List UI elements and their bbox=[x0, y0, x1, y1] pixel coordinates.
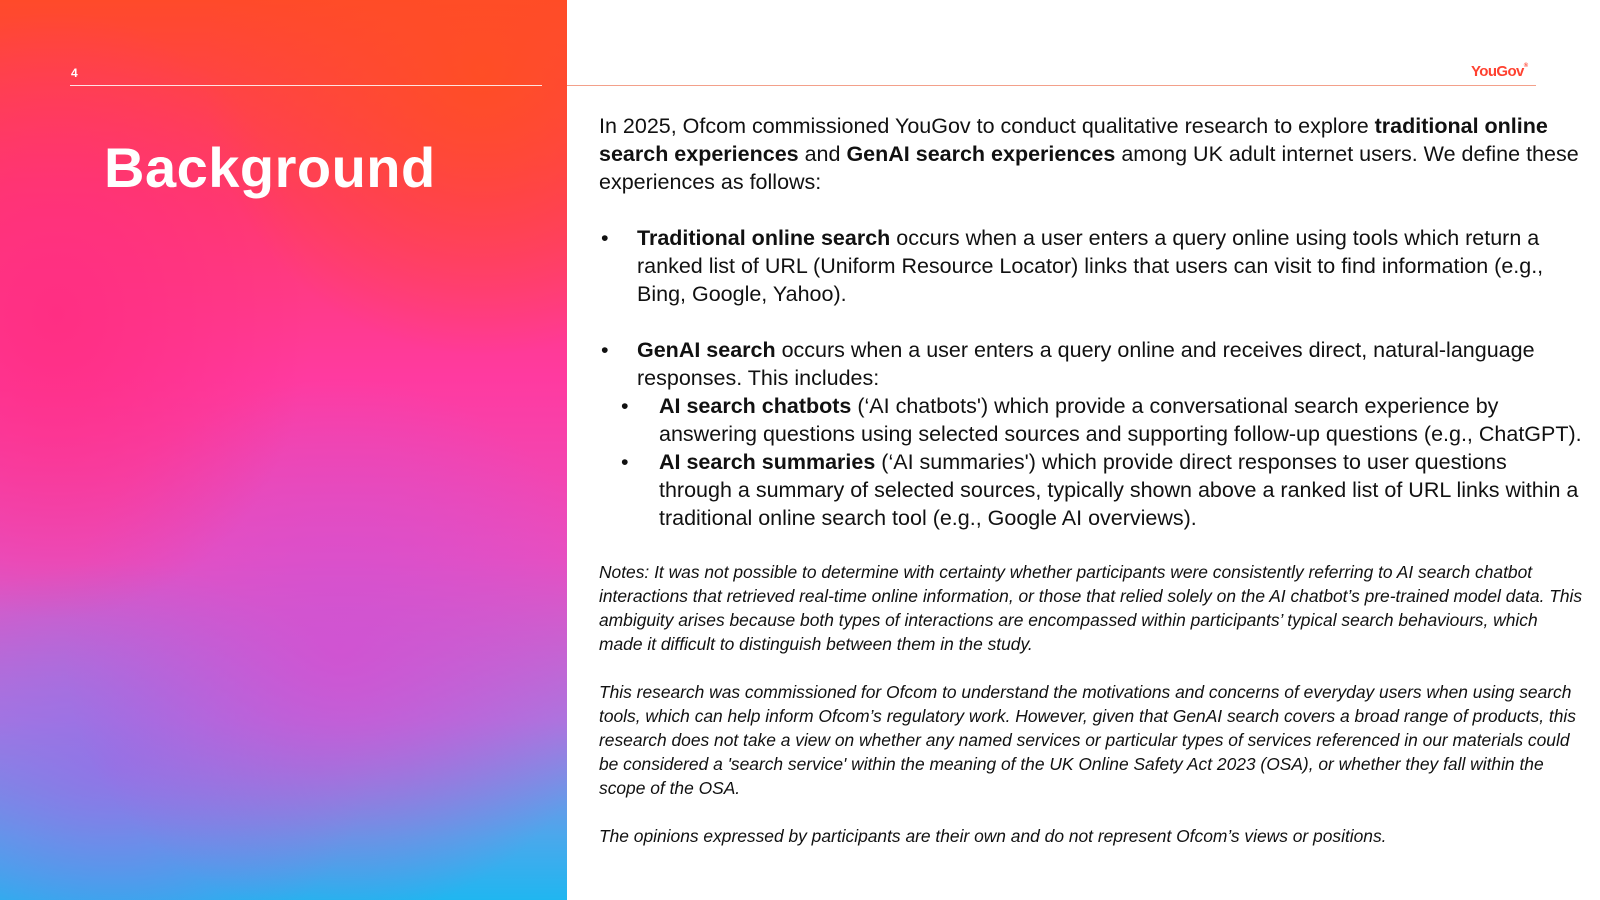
content-area bbox=[599, 112, 1584, 848]
left-divider bbox=[70, 85, 542, 86]
intro-bold-traditional: traditional online search experiences bbox=[599, 114, 1548, 166]
definition-traditional-search: occurs when a user enters a query online using tools which return a ranked list of URL (Uniform Resource Locator) links that users can visit to find information (e.g., Bing, Google, Yahoo). bbox=[637, 226, 1544, 306]
list-item-ai-chatbots bbox=[599, 392, 1584, 448]
bullet-icon: • bbox=[601, 338, 609, 362]
intro-text-1: In 2025, Ofcom commissioned YouGov to conduct qualitative research to explore bbox=[599, 114, 1375, 138]
definition-list bbox=[599, 224, 1584, 392]
bullet-icon: • bbox=[601, 226, 609, 250]
definition-ai-chatbots: (‘AI chatbots') which provide a conversational search experience by answering questions using selected sources and supporting follow-up questions (e.g., ChatGPT). bbox=[659, 394, 1582, 446]
bullet-icon: • bbox=[621, 394, 629, 418]
term-genai-search: GenAI search bbox=[637, 338, 776, 362]
page-title: Background bbox=[104, 136, 436, 199]
intro-text-2: and bbox=[798, 142, 847, 166]
intro-bold-genai: GenAI search experiences bbox=[846, 142, 1116, 166]
bullet-icon: • bbox=[621, 450, 629, 474]
page-number: 4 bbox=[71, 66, 78, 80]
research-disclaimer: This research was commissioned for Ofcom to understand the motivations and concerns of everyday users when using search tools, which can help inform Ofcom’s regulatory work. However, given that GenAI search covers a broad range of products, this research does not take a view on whether any named services or particular types of services referenced in our materials could be considered a 'search service' within the meaning of the UK Online Safety Act 2023 (OSA), or whether they fall within the scope of the OSA. bbox=[599, 682, 1576, 798]
list-item-ai-summaries bbox=[599, 448, 1584, 532]
opinions-disclaimer: The opinions expressed by participants are their own and do not represent Ofcom’s views or positions. bbox=[599, 826, 1387, 846]
intro-paragraph bbox=[599, 112, 1584, 196]
list-item-genai-search bbox=[599, 336, 1584, 392]
list-item-traditional-search bbox=[599, 224, 1584, 308]
logo-registered-mark: ® bbox=[1523, 63, 1528, 69]
logo-text: YouGov bbox=[1471, 63, 1524, 80]
term-traditional-search: Traditional online search bbox=[637, 226, 891, 250]
notes-paragraph: Notes: It was not possible to determine with certainty whether participants were consistently referring to AI search chatbot interactions that retrieved real-time online information, or those that relied solely on the AI chatbot’s pre-trained model data. This ambiguity arises because both types of interactions are encompassed within participants’ typical search behaviours, which made it difficult to distinguish between them in the study. bbox=[599, 562, 1583, 654]
header-divider bbox=[567, 85, 1536, 86]
definition-genai-search: occurs when a user enters a query online and receives direct, natural-language responses. This includes: bbox=[637, 338, 1535, 390]
left-gradient-panel bbox=[0, 0, 567, 900]
genai-sub-list bbox=[599, 392, 1584, 532]
term-ai-summaries: AI search summaries bbox=[659, 450, 876, 474]
yougov-logo bbox=[1471, 63, 1528, 80]
definition-ai-summaries: (‘AI summaries') which provide direct responses to user questions through a summary of selected sources, typically shown above a ranked list of URL links within a traditional online search tool (e.g., Google AI overviews). bbox=[659, 450, 1579, 530]
intro-text-3: among UK adult internet users. We define these experiences as follows: bbox=[599, 142, 1579, 194]
term-ai-chatbots: AI search chatbots bbox=[659, 394, 852, 418]
